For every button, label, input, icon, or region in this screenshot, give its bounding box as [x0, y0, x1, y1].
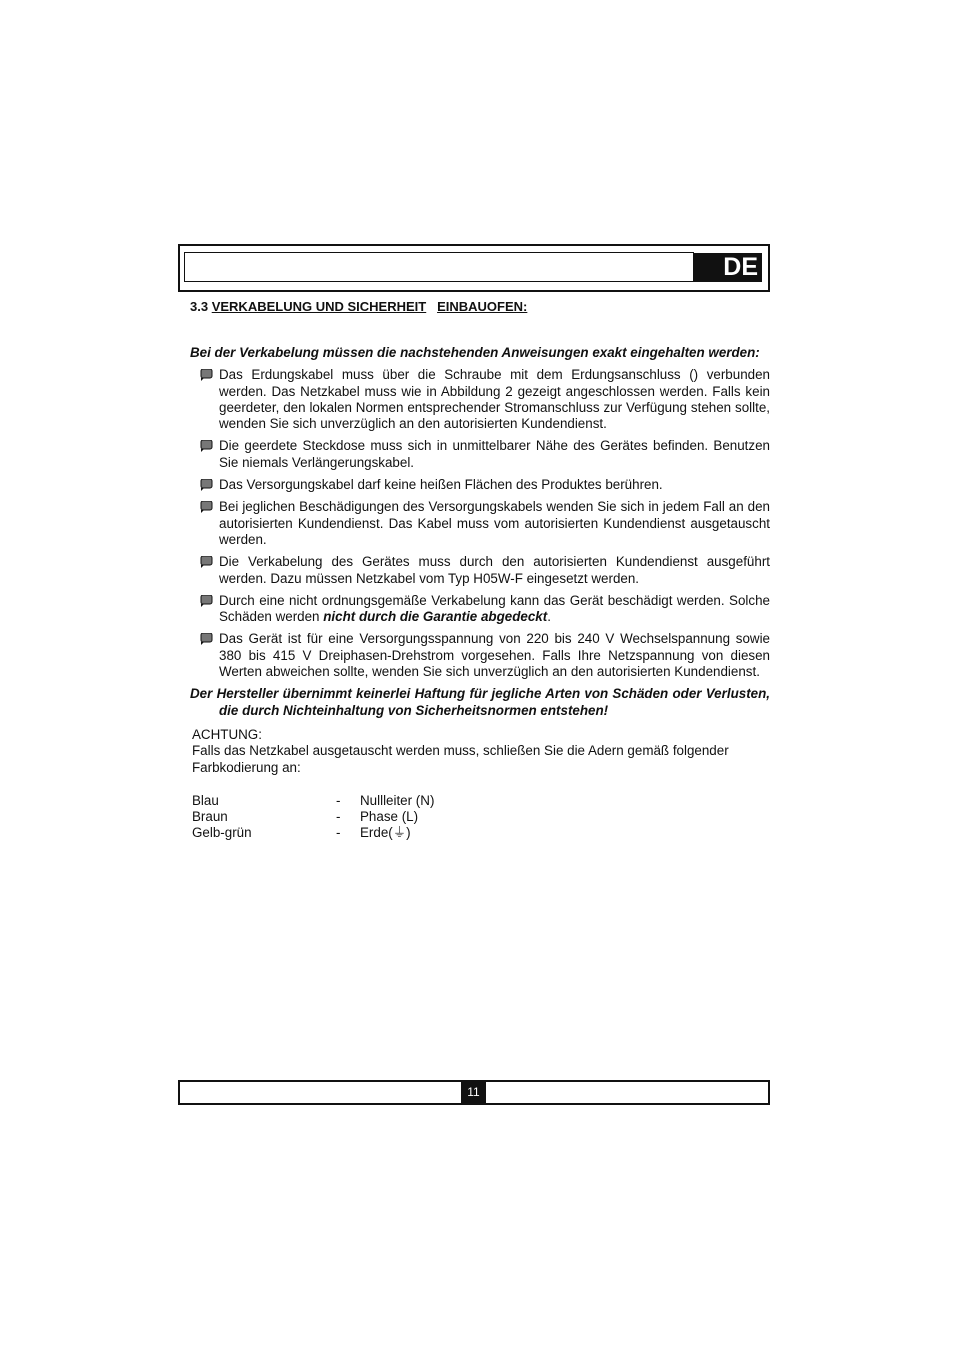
list-item-text: Durch eine nicht ordnungsgemäße Verkabelung kann das Gerät beschädigt werden. Solche Schäden werden	[219, 592, 770, 625]
header-title-box	[184, 252, 694, 282]
list-item	[190, 367, 770, 432]
list-item	[190, 631, 770, 680]
wire-color-table	[190, 793, 770, 842]
list-item	[190, 554, 770, 587]
bookmark-note-icon	[200, 440, 213, 452]
list-item	[190, 499, 770, 548]
list-item-text: Das Erdungskabel muss über die Schraube mit dem Erdungsanschluss () verbunden werden. Das Netzkabel muss wie in Abbildung 2 gezeigt angeschlossen werden. Falls kein geerdeter, den lokalen Normen entsprechender Stromanschluss zur Verfügung stehen sollte, wenden Sie sich unverzüglich an den autorisierten Kundendienst.	[219, 367, 770, 432]
list-item-text: Das Gerät ist für eine Versorgungsspannung von 220 bis 240 V Wechselspannung sowie 380 bis 415 V Dreiphasen-Drehstrom vorgesehen. Falls Ihre Netzspannung von diesen Werten abweichen sollte, wenden Sie sich unverzüglich an den autorisierten Kundendienst.	[219, 631, 770, 680]
instruction-list	[190, 367, 770, 680]
wire-dash: -	[336, 825, 341, 841]
main-content	[190, 345, 770, 842]
list-item	[190, 438, 770, 471]
wire-connection: Phase (L)	[360, 809, 419, 825]
disclaimer-text: Der Hersteller übernimmt keinerlei Haftung für jegliche Arten von Schäden oder Verlusten, die durch Nichteinhaltung von Sicherheitsnormen entstehen!	[190, 686, 770, 718]
language-badge: DE	[694, 253, 762, 282]
wire-dash: -	[336, 792, 341, 808]
bookmark-note-icon	[200, 479, 213, 491]
bookmark-note-icon	[200, 633, 213, 645]
wire-color: Gelb-grün	[192, 825, 252, 841]
warranty-emphasis: nicht durch die Garantie abgedeckt	[323, 609, 548, 625]
bookmark-note-icon	[200, 595, 213, 607]
wire-connection: Erde(⏚)	[360, 825, 411, 841]
intro-text: Bei der Verkabelung müssen die nachstehenden Anweisungen exakt eingehalten werden:	[190, 345, 760, 360]
list-item-text: Die geerdete Steckdose muss sich in unmittelbarer Nähe des Gerätes befinden. Benutzen Sie niemals Verlängerungskabel.	[219, 438, 770, 470]
section-title	[190, 299, 527, 314]
attention-block	[190, 727, 770, 776]
page-number: 11	[461, 1082, 486, 1103]
attention-heading: ACHTUNG:	[192, 726, 262, 742]
bookmark-note-icon	[200, 369, 213, 381]
wire-dash: -	[336, 809, 341, 825]
wire-connection: Nullleiter (N)	[360, 792, 435, 808]
wire-color: Braun	[192, 809, 228, 825]
table-row	[192, 825, 770, 841]
list-item-suffix: .	[547, 609, 551, 625]
table-row	[192, 809, 770, 825]
list-item	[190, 593, 770, 626]
wire-color: Blau	[192, 792, 219, 808]
bookmark-note-icon	[200, 501, 213, 513]
list-item-text: Die Verkabelung des Gerätes muss durch den autorisierten Kundendienst ausgeführt werden. Dazu müssen Netzkabel vom Typ H05W-F eingesetzt werden.	[219, 554, 770, 586]
list-item-text: Bei jeglichen Beschädigungen des Versorgungskabels wenden Sie sich in jedem Fall an den autorisierten Kundendienst. Das Kabel muss vom autorisierten Kundendienst ausgetauscht werden.	[219, 499, 770, 547]
list-item	[190, 477, 770, 493]
section-title-part2: EINBAUOFEN:	[437, 299, 528, 314]
section-number: 3.3	[190, 299, 209, 314]
attention-text: Falls das Netzkabel ausgetauscht werden muss, schließen Sie die Adern gemäß folgender Farbkodierung an:	[192, 743, 729, 775]
table-row	[192, 793, 770, 809]
bookmark-note-icon	[200, 556, 213, 568]
list-item-text: Das Versorgungskabel darf keine heißen Flächen des Produktes berühren.	[219, 477, 663, 493]
section-title-part1: VERKABELUNG UND SICHERHEIT	[211, 299, 427, 314]
